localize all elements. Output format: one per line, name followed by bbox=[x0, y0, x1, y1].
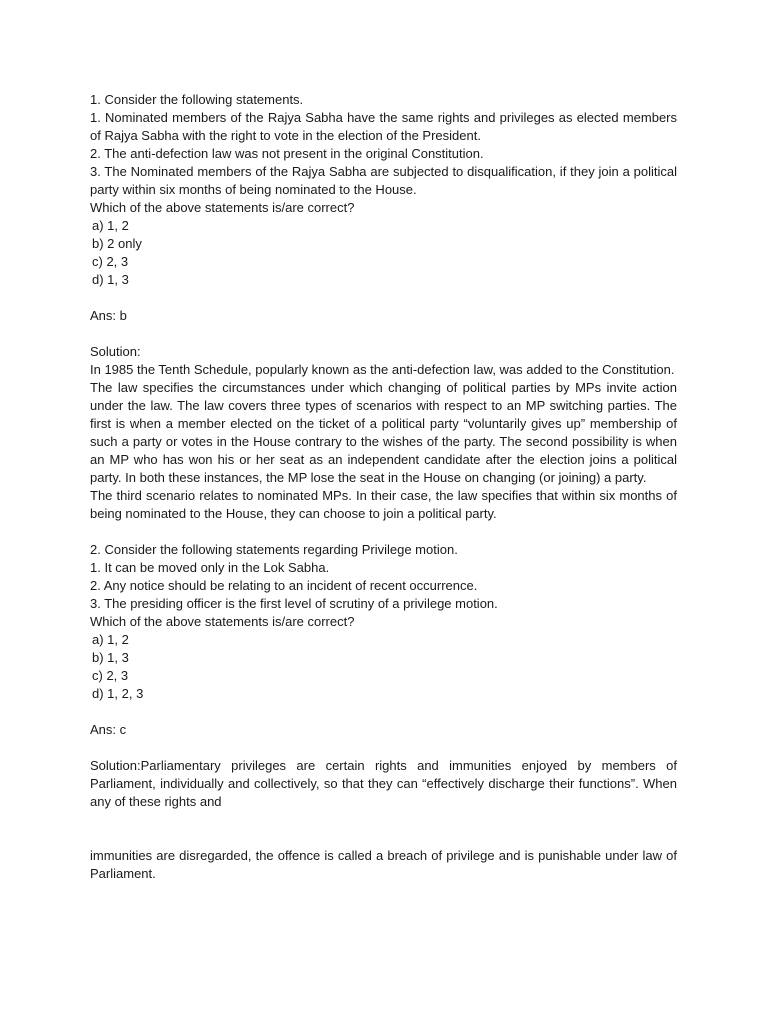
spacer bbox=[90, 811, 677, 847]
q1-option-d: d) 1, 3 bbox=[92, 272, 129, 287]
q2-option-a: a) 1, 2 bbox=[92, 632, 129, 647]
q1-option-a: a) 1, 2 bbox=[92, 218, 129, 233]
spacer bbox=[90, 523, 677, 541]
spacer bbox=[90, 325, 677, 343]
q1-solution-paragraph-2: The law specifies the circumstances under which changing of political parties by MPs invite action under the law. The law covers three types of scenarios with respect to an MP switching parties. The first is when a member elected on the ticket of a political party “voluntarily gives up” membership of such a party or votes in the House contrary to the wishes of the party. The second possibility is when an MP who has won his or her seat as an independent candidate after the election joins a political party. In both these instances, the MP lose the seat in the House on changing (or joining) a party. bbox=[90, 380, 677, 485]
q1-option-b: b) 2 only bbox=[92, 236, 142, 251]
q2-statement-3: 3. The presiding officer is the first level of scrutiny of a privilege motion. bbox=[90, 596, 498, 611]
q2-question: Which of the above statements is/are correct? bbox=[90, 614, 355, 629]
spacer bbox=[90, 289, 677, 307]
q2-answer: Ans: c bbox=[90, 722, 127, 737]
q1-statement-3: 3. The Nominated members of the Rajya Sabha are subjected to disqualification, if they join a political party within six months of being nominated to the House. bbox=[90, 164, 677, 197]
spacer bbox=[90, 703, 677, 721]
q1-solution-heading: Solution: bbox=[90, 344, 141, 359]
spacer bbox=[90, 739, 677, 757]
q1-solution-paragraph-3: The third scenario relates to nominated MPs. In their case, the law specifies that within six months of being nominated to the House, they can choose to join a political party. bbox=[90, 488, 677, 521]
q1-statement-2: 2. The anti-defection law was not present in the original Constitution. bbox=[90, 146, 484, 161]
document-page bbox=[90, 91, 677, 883]
q2-statement-2: 2. Any notice should be relating to an incident of recent occurrence. bbox=[90, 578, 478, 593]
q1-solution-paragraph-1: In 1985 the Tenth Schedule, popularly known as the anti-defection law, was added to the Constitution. bbox=[90, 362, 675, 377]
q1-statement-1: 1. Nominated members of the Rajya Sabha have the same rights and privileges as elected members of Rajya Sabha with the right to vote in the election of the President. bbox=[90, 110, 677, 143]
q2-option-d: d) 1, 2, 3 bbox=[92, 686, 144, 701]
q2-option-b: b) 1, 3 bbox=[92, 650, 129, 665]
q2-intro: 2. Consider the following statements regarding Privilege motion. bbox=[90, 542, 458, 557]
q2-solution-paragraph-2: immunities are disregarded, the offence is called a breach of privilege and is punishable under law of Parliament. bbox=[90, 848, 677, 881]
q1-answer: Ans: b bbox=[90, 308, 127, 323]
q1-intro: 1. Consider the following statements. bbox=[90, 92, 304, 107]
q1-question: Which of the above statements is/are correct? bbox=[90, 200, 355, 215]
q2-statement-1: 1. It can be moved only in the Lok Sabha. bbox=[90, 560, 330, 575]
q1-option-c: c) 2, 3 bbox=[92, 254, 129, 269]
q2-option-c: c) 2, 3 bbox=[92, 668, 129, 683]
q2-solution-paragraph-1: Solution:Parliamentary privileges are certain rights and immunities enjoyed by members of Parliament, individually and collectively, so that they can “effectively discharge their functions”. When any of these rights and bbox=[90, 758, 677, 809]
